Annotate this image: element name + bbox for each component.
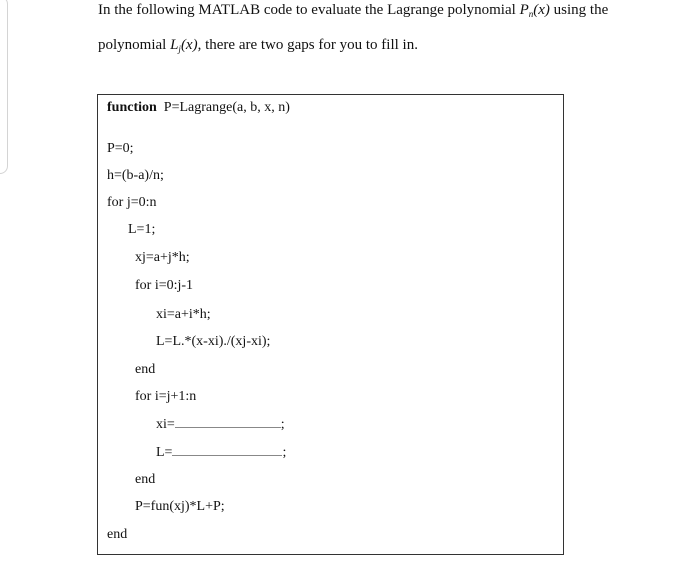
pn-symbol: P [519,2,529,18]
code-line-for-j: for j=0:n [107,195,157,210]
gap-1-prefix: xi= [156,417,175,432]
code-line-p0: P=0; [107,141,134,156]
question-text-2: polynomial [98,37,167,53]
signature-text: P=Lagrange(a, b, x, n) [163,100,290,115]
question-line-2 [98,37,418,54]
left-edge-frame [0,0,8,174]
gap-2-blank[interactable] [172,443,282,456]
code-line-xi: xi=a+i*h; [156,307,211,322]
pn-argument: (x) [533,2,550,18]
code-line-xj: xj=a+j*h; [135,250,190,265]
code-line-P-update: P=fun(xj)*L+P; [135,499,225,514]
code-block [97,94,564,555]
code-line-L-update: L=L.*(x-xi)./(xj-xi); [156,334,271,349]
question-text-2-tail: , there are two gaps for you to fill in. [197,37,418,53]
question-line-1 [98,2,608,19]
question-text-tail: using the [553,2,609,18]
keyword-function: function [107,100,157,115]
lj-argument: (x) [180,37,198,53]
code-line-end-1: end [135,362,156,377]
gap-2-prefix: L= [156,445,173,460]
lj-math [170,37,198,53]
code-line-for-i1: for i=0:j-1 [135,278,194,293]
question-text: In the following MATLAB code to evaluate the Lagrange polynomial [98,2,516,18]
pn-math [520,2,550,18]
gap-2-line [156,443,286,462]
gap-2-suffix: ; [282,445,287,460]
lj-symbol: L [170,37,179,53]
lj-subscript: j [178,44,181,54]
code-line-end-function: end [107,527,128,542]
code-line-for-i2: for i=j+1:n [135,389,197,404]
code-line-L1: L=1; [128,222,156,237]
gap-1-blank[interactable] [175,415,281,428]
function-signature [107,99,290,117]
code-line-h: h=(b-a)/n; [107,168,164,183]
pn-subscript: n [528,9,534,19]
gap-1-suffix: ; [280,417,285,432]
code-line-end-2: end [135,472,156,487]
gap-1-line [156,415,285,434]
